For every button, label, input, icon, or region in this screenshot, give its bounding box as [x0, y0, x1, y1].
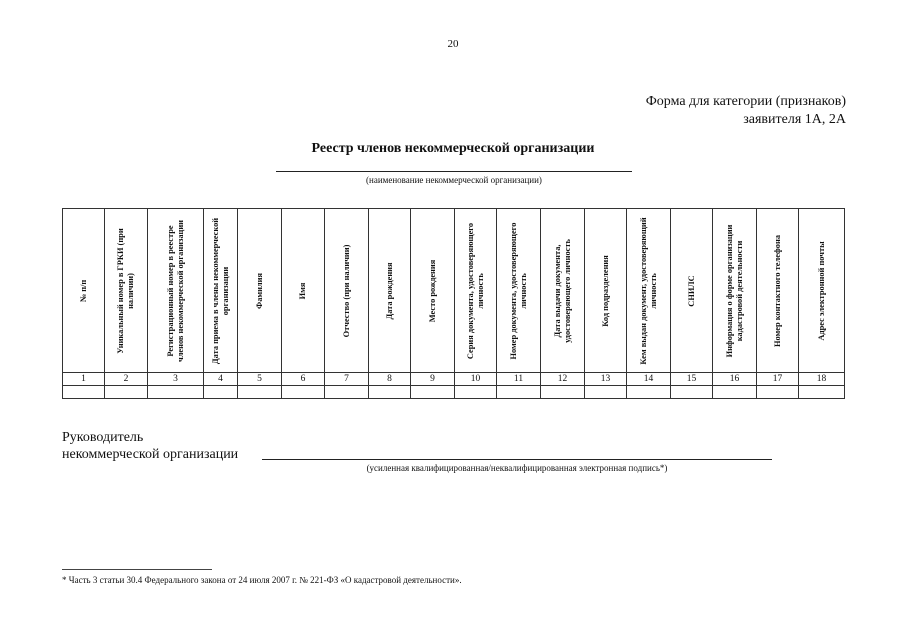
footnote: * Часть 3 статьи 30.4 Федерального закона от 24 июля 2007 г. № 221-ФЗ «О кадастровой деятельности». — [62, 575, 462, 585]
head-of-organization-label — [62, 429, 238, 463]
column-number: 1 — [63, 373, 105, 386]
column-number: 3 — [148, 373, 204, 386]
header-cell — [63, 209, 105, 373]
form-category — [546, 93, 846, 129]
empty-cell[interactable] — [325, 386, 369, 399]
empty-cell[interactable] — [497, 386, 541, 399]
column-number: 9 — [411, 373, 455, 386]
header-cell — [105, 209, 148, 373]
header-cell — [799, 209, 845, 373]
header-cell — [455, 209, 497, 373]
empty-cell[interactable] — [204, 386, 238, 399]
empty-cell[interactable] — [713, 386, 757, 399]
header-label: Дата приема в члены некоммерческой организации — [210, 217, 230, 364]
signature-caption: (усиленная квалифицированная/неквалифицированная электронная подпись*) — [366, 463, 668, 473]
org-name-line — [276, 171, 632, 172]
footnote-separator — [62, 569, 212, 570]
column-number: 17 — [757, 373, 799, 386]
empty-cell[interactable] — [799, 386, 845, 399]
column-number: 6 — [282, 373, 325, 386]
empty-cell[interactable] — [148, 386, 204, 399]
form-category-line1: Форма для категории (признаков) — [645, 94, 846, 109]
header-cell — [148, 209, 204, 373]
column-number: 16 — [713, 373, 757, 386]
header-label: Место рождения — [427, 259, 437, 322]
empty-data-row — [63, 386, 845, 399]
header-cell — [238, 209, 282, 373]
header-cell — [627, 209, 671, 373]
registry-table — [62, 208, 845, 399]
column-number: 15 — [671, 373, 713, 386]
header-label: Отчество (при наличии) — [341, 244, 351, 337]
empty-cell[interactable] — [238, 386, 282, 399]
empty-cell[interactable] — [105, 386, 148, 399]
form-category-line2: заявителя 1А, 2А — [743, 112, 846, 127]
empty-cell[interactable] — [282, 386, 325, 399]
header-label: Фамилия — [254, 272, 264, 309]
header-cell — [325, 209, 369, 373]
column-number: 8 — [369, 373, 411, 386]
header-label: Дата рождения — [384, 261, 394, 320]
empty-cell[interactable] — [455, 386, 497, 399]
column-number: 2 — [105, 373, 148, 386]
header-cell — [497, 209, 541, 373]
header-label: Номер документа, удостоверяющего личность — [508, 222, 528, 359]
header-label: Дата выдачи документа, удостоверяющего личность — [552, 238, 572, 343]
column-number: 5 — [238, 373, 282, 386]
empty-cell[interactable] — [541, 386, 585, 399]
column-number-row — [63, 373, 845, 386]
empty-cell[interactable] — [627, 386, 671, 399]
empty-cell[interactable] — [585, 386, 627, 399]
column-number: 10 — [455, 373, 497, 386]
head-label-line1: Руководитель — [62, 430, 144, 445]
header-label: Код подразделения — [600, 254, 610, 327]
empty-cell[interactable] — [63, 386, 105, 399]
column-number: 14 — [627, 373, 671, 386]
header-cell — [713, 209, 757, 373]
header-cell — [282, 209, 325, 373]
header-label: Номер контактного телефона — [772, 234, 782, 347]
header-cell — [204, 209, 238, 373]
header-label: Кем выдан документ, удостоверяющий личность — [638, 216, 658, 365]
header-label: Информация о форме организации кадастровой деятельности — [724, 224, 744, 357]
table-header-row — [63, 209, 845, 373]
header-label: Имя — [298, 282, 307, 299]
header-label: Регистрационный номер в реестре членов некоммерческой организации — [165, 219, 185, 362]
column-number: 13 — [585, 373, 627, 386]
empty-cell[interactable] — [671, 386, 713, 399]
header-cell — [757, 209, 799, 373]
column-number: 18 — [799, 373, 845, 386]
header-cell — [369, 209, 411, 373]
header-label: № п/п — [78, 279, 88, 302]
header-cell — [541, 209, 585, 373]
page-number: 20 — [447, 38, 459, 50]
head-label-line2: некоммерческой организации — [62, 447, 239, 462]
org-name-caption: (наименование некоммерческой организации) — [366, 175, 542, 185]
signature-line[interactable] — [262, 459, 772, 460]
header-label: СНИЛС — [686, 274, 696, 307]
empty-cell[interactable] — [369, 386, 411, 399]
header-cell — [671, 209, 713, 373]
header-label: Серия документа, удостоверяющего личность — [465, 222, 485, 359]
column-number: 12 — [541, 373, 585, 386]
header-cell — [411, 209, 455, 373]
header-cell — [585, 209, 627, 373]
column-number: 11 — [497, 373, 541, 386]
page-title: Реестр членов некоммерческой организации — [311, 141, 595, 156]
header-label: Уникальный номер в ГРКИ (при наличии) — [116, 227, 135, 354]
column-number: 4 — [204, 373, 238, 386]
empty-cell[interactable] — [411, 386, 455, 399]
column-number: 7 — [325, 373, 369, 386]
header-label: Адрес электронной почты — [816, 240, 826, 341]
empty-cell[interactable] — [757, 386, 799, 399]
